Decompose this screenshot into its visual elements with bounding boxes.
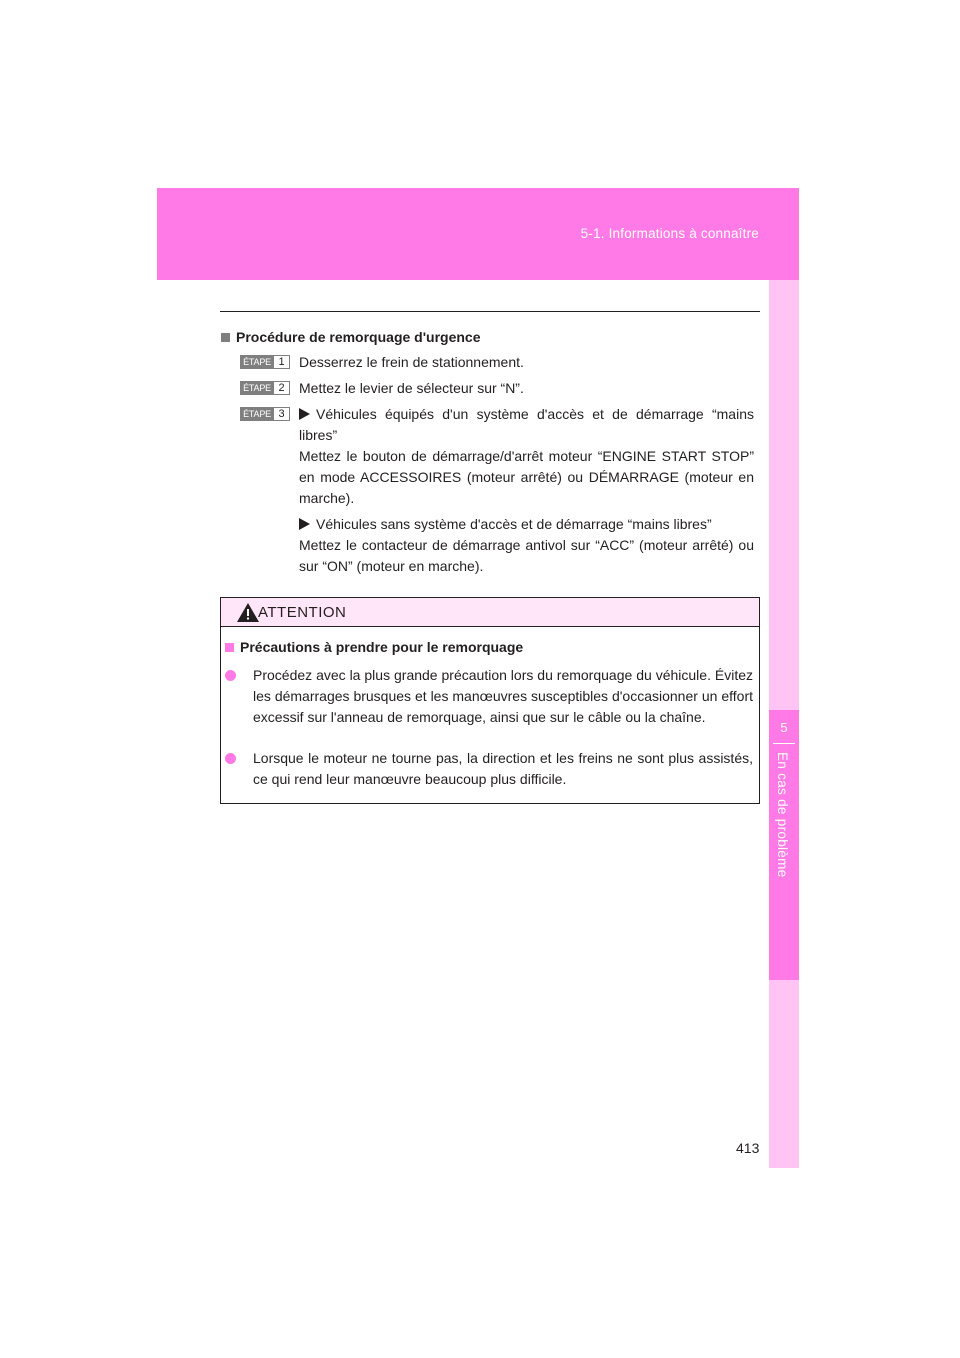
chapter-header-band [157, 188, 799, 280]
chapter-number: 5 [780, 720, 788, 735]
attention-heading [225, 639, 523, 655]
right-arrow-icon [299, 518, 310, 530]
step-3-variant-a [299, 404, 754, 446]
chapter-divider [773, 743, 795, 744]
section-breadcrumb: 5-1. Informations à connaître [580, 226, 759, 241]
chapter-side-column [769, 280, 799, 1168]
step-3-variant-b-text: Mettez le contacteur de démarrage antivol sur “ACC” (moteur arrêté) ou sur “ON” (moteur en marche). [299, 537, 754, 574]
attention-bullet-2 [225, 748, 753, 790]
attention-header [221, 598, 759, 627]
step-2-text: Mettez le levier de sélecteur sur “N”. [299, 380, 524, 396]
step-1-text: Desserrez le frein de stationnement. [299, 354, 524, 370]
chapter-label: En cas de problème [775, 752, 790, 878]
variant-b-title: Véhicules sans système d'accès et de démarrage “mains libres” [316, 516, 712, 532]
step-label: ÉTAPE [240, 381, 274, 395]
step-3-variant-a-text: Mettez le bouton de démarrage/d'arrêt moteur “ENGINE START STOP” en mode ACCESSOIRES (moteur arrêté) ou DÉMARRAGE (moteur en marche). [299, 448, 754, 506]
attention-bullet-1 [225, 665, 753, 728]
step-number: 3 [274, 407, 290, 421]
attention-heading-text: Précautions à prendre pour le remorquage [240, 639, 524, 655]
section-heading [221, 329, 481, 345]
attention-title: ATTENTION [258, 604, 347, 621]
page-number: 413 [736, 1140, 760, 1156]
section-heading-text: Procédure de remorquage d'urgence [236, 329, 481, 345]
step-badge-2 [240, 381, 290, 395]
chapter-tab [769, 710, 799, 980]
square-bullet-icon [221, 333, 230, 342]
attention-box [220, 597, 760, 804]
attention-bullet-text: Procédez avec la plus grande précaution lors du remorquage du véhicule. Évitez les démarrages brusques et les manœuvres susceptibles d'occasionner un effort excessif sur l'anneau de remorquage, ainsi que sur le câble ou la chaîne. [253, 667, 753, 725]
step-label: ÉTAPE [240, 407, 274, 421]
step-badge-3 [240, 407, 290, 421]
square-bullet-icon [225, 643, 234, 652]
variant-a-title: Véhicules équipés d'un système d'accès et de démarrage “mains libres” [299, 406, 754, 443]
step-number: 2 [274, 381, 290, 395]
warning-triangle-icon [236, 602, 260, 623]
attention-bullet-text: Lorsque le moteur ne tourne pas, la direction et les freins ne sont plus assistés, ce qui rend leur manœuvre beaucoup plus difficile. [253, 750, 753, 787]
bullet-dot-icon [225, 753, 236, 764]
top-rule [220, 311, 760, 312]
step-3-variant-b [299, 514, 754, 535]
step-label: ÉTAPE [240, 355, 274, 369]
step-number: 1 [274, 355, 290, 369]
right-arrow-icon [299, 408, 310, 420]
step-badge-1 [240, 355, 290, 369]
bullet-dot-icon [225, 670, 236, 681]
